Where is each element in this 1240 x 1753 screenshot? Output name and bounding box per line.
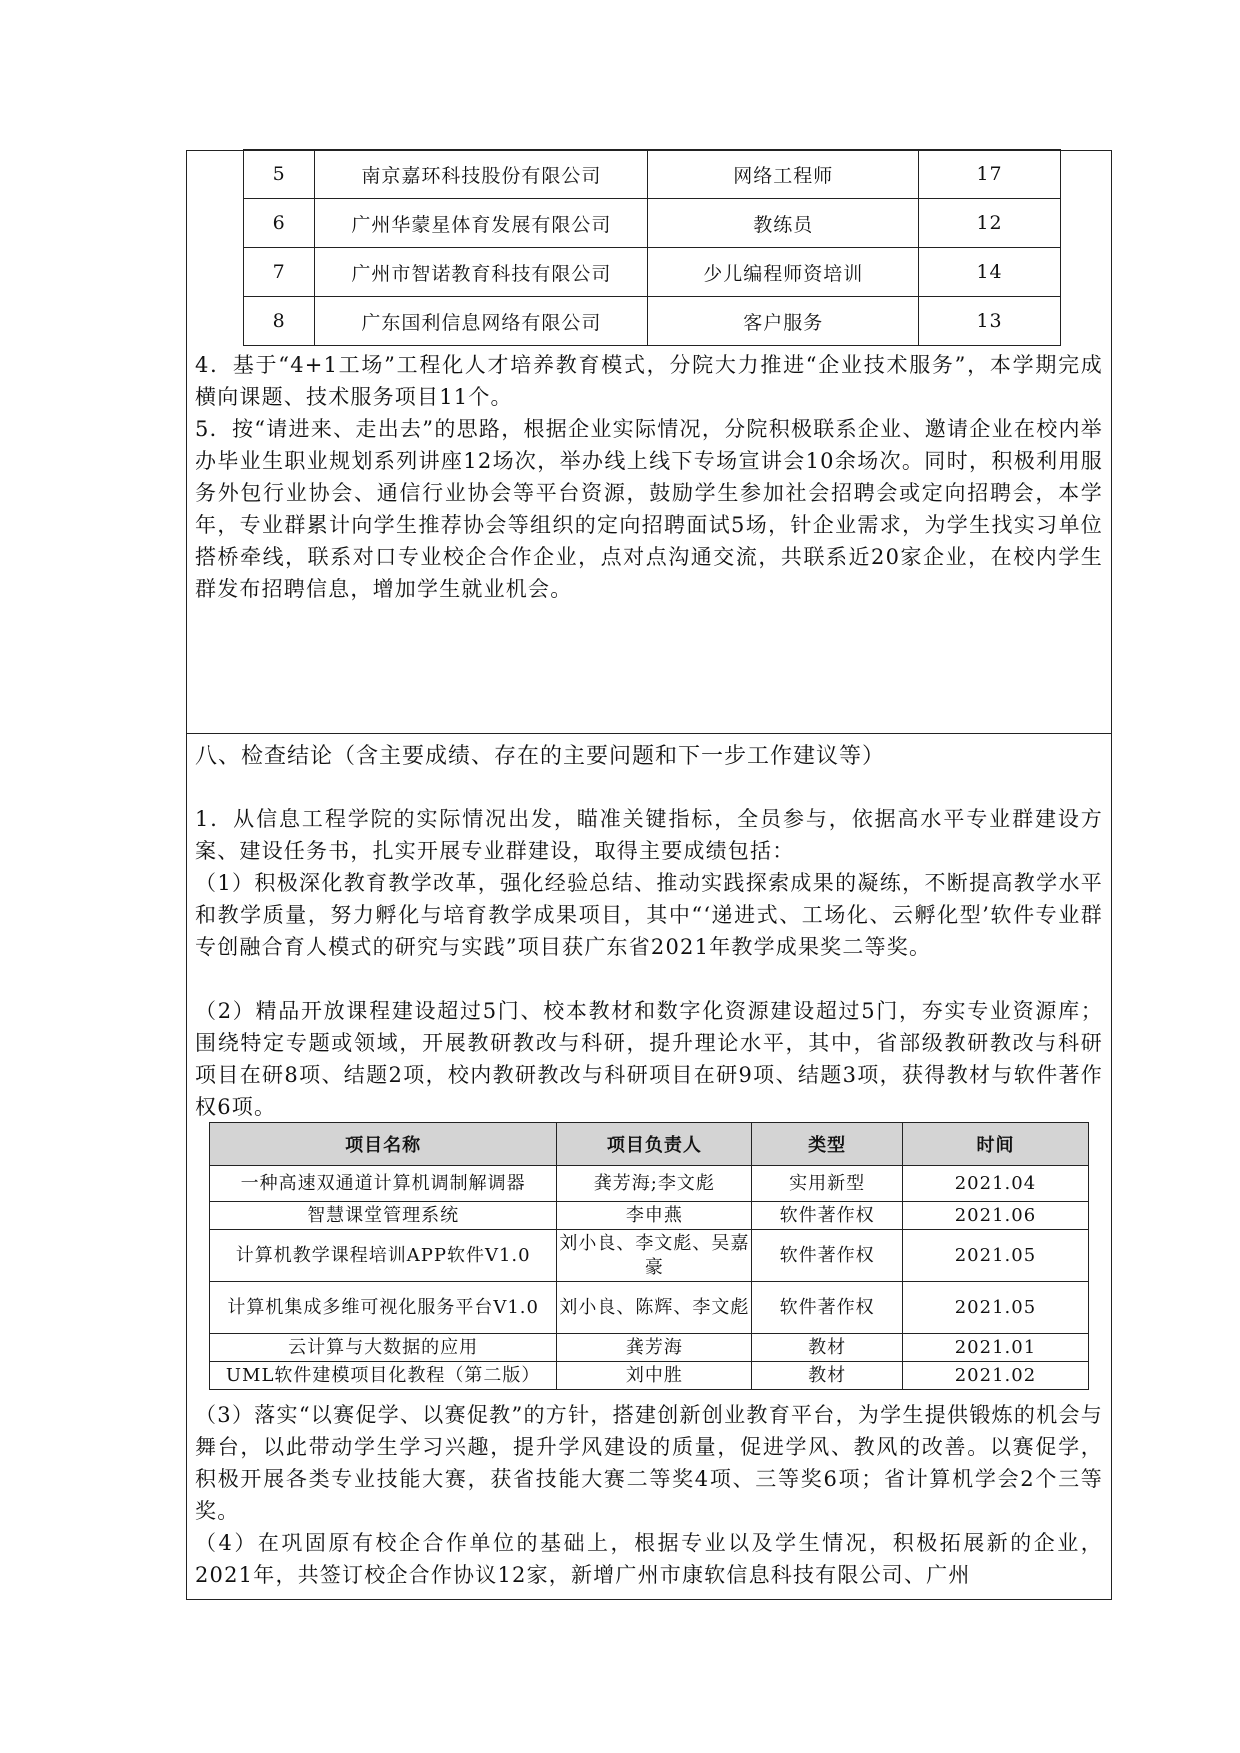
project-name: 计算机集成多维可视化服务平台V1.0	[210, 1282, 557, 1334]
table-header-row	[210, 1123, 1089, 1166]
company-name: 广东国利信息网络有限公司	[315, 297, 648, 346]
conclusion-paragraph-1: 1．从信息工程学院的实际情况出发，瞄准关键指标，全员参与，依据高水平专业群建设方案、建设任务书，扎实开展专业群建设，取得主要成绩包括：	[195, 807, 1103, 863]
project-type: 实用新型	[752, 1166, 903, 1202]
table-row	[244, 297, 1061, 346]
table-row	[210, 1230, 1089, 1282]
project-name: 一种高速双通道计算机调制解调器	[210, 1166, 557, 1202]
project-type: 软件著作权	[752, 1230, 903, 1282]
section-8-heading: 八、检查结论（含主要成绩、存在的主要问题和下一步工作建议等）	[195, 744, 886, 769]
row-number: 8	[244, 297, 315, 346]
header-project-name: 项目名称	[210, 1123, 557, 1166]
count: 12	[919, 199, 1061, 248]
project-time: 2021.02	[902, 1362, 1088, 1390]
project-time: 2021.05	[902, 1282, 1088, 1334]
count: 14	[919, 248, 1061, 297]
project-table	[209, 1122, 1089, 1390]
project-name: 云计算与大数据的应用	[210, 1334, 557, 1362]
report-frame	[186, 150, 1112, 1600]
table-row	[210, 1166, 1089, 1202]
position: 客户服务	[648, 297, 919, 346]
position: 教练员	[648, 199, 919, 248]
table-row	[210, 1362, 1089, 1390]
paragraph-5: 5．按“请进来、走出去”的思路，根据企业实际情况，分院积极联系企业、邀请企业在校内举办毕业生职业规划系列讲座12场次，举办线上线下专场宣讲会10余场次。同时，积极利用服务外包行业协会、通信行业协会等平台资源，鼓励学生参加社会招聘会或定向招聘会，本学年，专业群累计向学生推荐协会等组织的定向招聘面试5场，针企业需求，为学生找实习单位搭桥牵线，联系对口专业校企合作企业，点对点沟通交流，共联系近20家企业，在校内学生群发布招聘信息，增加学生就业机会。	[195, 417, 1103, 601]
project-type: 教材	[752, 1362, 903, 1390]
project-name: 智慧课堂管理系统	[210, 1202, 557, 1230]
table-row	[244, 199, 1061, 248]
project-time: 2021.06	[902, 1202, 1088, 1230]
project-lead: 刘小良、李文彪、吴嘉豪	[557, 1230, 752, 1282]
project-lead: 龚芳海	[557, 1334, 752, 1362]
company-name: 南京嘉环科技股份有限公司	[315, 150, 648, 199]
count: 13	[919, 297, 1061, 346]
company-name: 广州华蒙星体育发展有限公司	[315, 199, 648, 248]
table-row	[244, 150, 1061, 199]
project-type: 教材	[752, 1334, 903, 1362]
achievement-paragraph-2: （2）精品开放课程建设超过5门、校本教材和数字化资源建设超过5门，夯实专业资源库；围绕特定专题或领域，开展教研教改与科研，提升理论水平，其中，省部级教研教改与科研项目在研8项、结题2项，校内教研教改与科研项目在研9项、结题3项，获得教材与软件著作权6项。	[195, 999, 1103, 1119]
project-time: 2021.04	[902, 1166, 1088, 1202]
project-time: 2021.05	[902, 1230, 1088, 1282]
header-time: 时间	[902, 1123, 1088, 1166]
position: 少儿编程师资培训	[648, 248, 919, 297]
section-divider	[187, 733, 1111, 734]
row-number: 5	[244, 150, 315, 199]
achievement-paragraph-4: （4）在巩固原有校企合作单位的基础上，根据专业以及学生情况，积极拓展新的企业，2021年，共签订校企合作协议12家，新增广州市康软信息科技有限公司、广州	[195, 1531, 1103, 1587]
table-row	[210, 1282, 1089, 1334]
table-row	[244, 248, 1061, 297]
count: 17	[919, 150, 1061, 199]
project-lead: 李申燕	[557, 1202, 752, 1230]
project-name: 计算机教学课程培训APP软件V1.0	[210, 1230, 557, 1282]
position: 网络工程师	[648, 150, 919, 199]
project-name: UML软件建模项目化教程（第二版）	[210, 1362, 557, 1390]
project-type: 软件著作权	[752, 1202, 903, 1230]
company-name: 广州市智诺教育科技有限公司	[315, 248, 648, 297]
project-lead: 龚芳海;李文彪	[557, 1166, 752, 1202]
achievement-paragraph-1: （1）积极深化教育教学改革，强化经验总结、推动实践探索成果的凝练，不断提高教学水平和教学质量，努力孵化与培育教学成果项目，其中“‘递进式、工场化、云孵化型’软件专业群专创融合育人模式的研究与实践”项目获广东省2021年教学成果奖二等奖。	[195, 871, 1103, 959]
achievement-paragraph-3: （3）落实“以赛促学、以赛促教”的方针，搭建创新创业教育平台，为学生提供锻炼的机会与舞台，以此带动学生学习兴趣，提升学风建设的质量，促进学风、教风的改善。以赛促学，积极开展各类专业技能大赛，获省技能大赛二等奖4项、三等奖6项；省计算机学会2个三等奖。	[195, 1403, 1103, 1523]
table-row	[210, 1334, 1089, 1362]
project-type: 软件著作权	[752, 1282, 903, 1334]
project-time: 2021.01	[902, 1334, 1088, 1362]
header-type: 类型	[752, 1123, 903, 1166]
row-number: 7	[244, 248, 315, 297]
header-project-lead: 项目负责人	[557, 1123, 752, 1166]
project-lead: 刘中胜	[557, 1362, 752, 1390]
paragraph-4: 4．基于“4+1工场”工程化人才培养教育模式，分院大力推进“企业技术服务”，本学期完成横向课题、技术服务项目11个。	[195, 353, 1103, 409]
project-lead: 刘小良、陈辉、李文彪	[557, 1282, 752, 1334]
table-row	[210, 1202, 1089, 1230]
company-table	[243, 149, 1061, 346]
row-number: 6	[244, 199, 315, 248]
